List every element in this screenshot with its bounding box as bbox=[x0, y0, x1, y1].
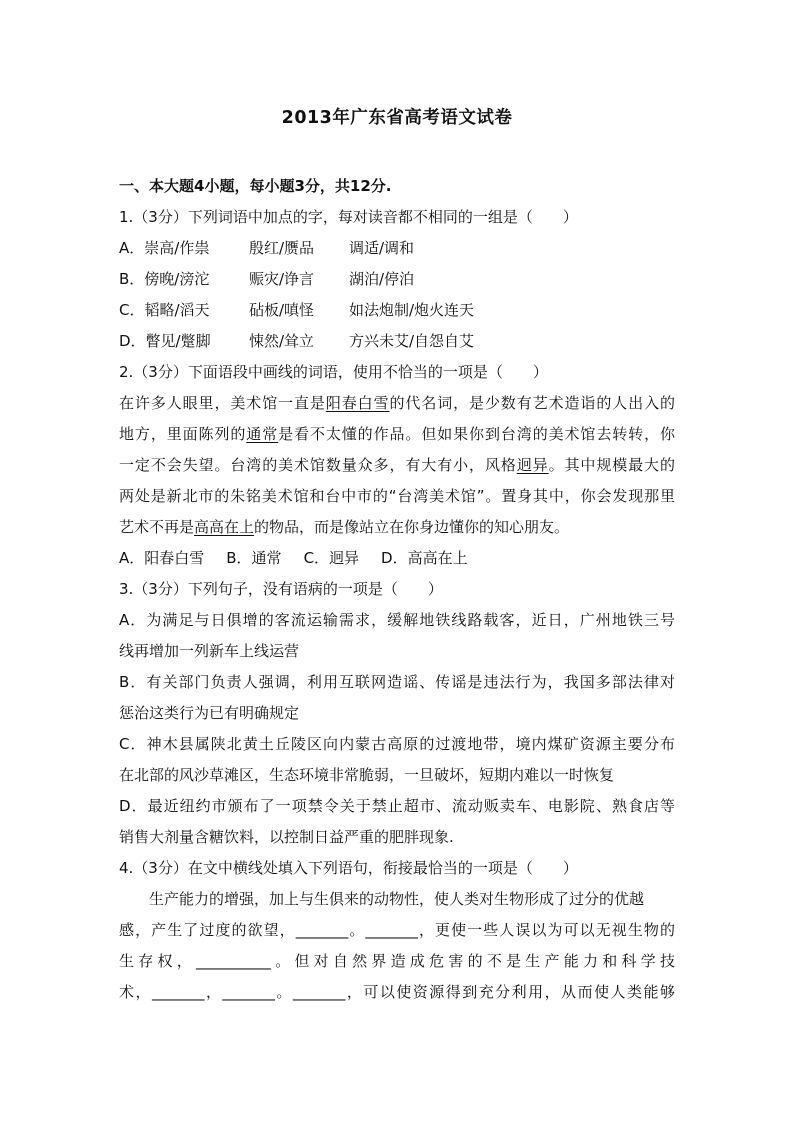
passage-text: 地方，里面陈列的 bbox=[119, 425, 247, 443]
question-3-option-b-cont: 惩治这类行为已有明确规定 bbox=[119, 704, 300, 722]
question-1-option-d bbox=[119, 326, 675, 357]
exam-content bbox=[119, 171, 675, 1008]
passage-text: 在许多人眼里，美术馆一直是 bbox=[119, 394, 326, 412]
option-text: 殷红/赝品 bbox=[249, 239, 315, 257]
passage-text: 的物品，而是像站立在你身边懂你的知心朋友。 bbox=[254, 518, 570, 536]
option-text: 赈灾/诤言 bbox=[249, 270, 315, 288]
question-2-passage-line bbox=[119, 388, 675, 419]
question-2-options bbox=[119, 543, 675, 574]
question-4-passage-line: 生存权，__________。但对自然界造成危害的不是生产能力和科学技 bbox=[119, 952, 675, 970]
section-heading: 一、本大题4小题，每小题3分，共12分. bbox=[119, 177, 392, 195]
option-text: C．韬略/滔天 bbox=[119, 301, 210, 319]
question-4-passage-line: 术，_______，_______。_______，可以使资源得到充分利用，从而使人类能够 bbox=[119, 983, 675, 1001]
passage-text: 的代名词，是少数有艺术造诣的人出入的 bbox=[389, 394, 675, 412]
option-text: 湖泊/停泊 bbox=[349, 270, 415, 288]
page-title: 2013年广东省高考语文试卷 bbox=[281, 108, 513, 128]
question-2-passage-line bbox=[119, 450, 675, 481]
underlined-term: 阳春白雪 bbox=[325, 394, 390, 412]
option-text: 悚然/耸立 bbox=[249, 332, 315, 350]
question-3-option-a-cont: 线再增加一列新车上线运营 bbox=[119, 642, 300, 660]
passage-text: 一定不会失望。台湾的美术馆数量众多，有大有小，风格 bbox=[119, 456, 517, 474]
question-2-passage-line bbox=[119, 419, 675, 450]
option-d: D．高高在上 bbox=[381, 549, 468, 567]
passage-text: 艺术不再是 bbox=[119, 518, 195, 536]
option-text: 方兴未艾/自怨自艾 bbox=[349, 332, 475, 350]
option-text: 砧板/嗔怪 bbox=[249, 301, 315, 319]
question-3-stem: 3.（3分）下列句子，没有语病的一项是（ ） bbox=[119, 580, 443, 598]
option-text: D．瞥见/蹩脚 bbox=[119, 332, 211, 350]
question-3-option-d-cont: 销售大剂量含糖饮料，以控制日益严重的肥胖现象. bbox=[119, 828, 454, 846]
underlined-term: 迥异 bbox=[516, 456, 549, 474]
option-c: C．迥异 bbox=[303, 549, 360, 567]
underlined-term: 高高在上 bbox=[194, 518, 255, 536]
question-2-passage-line bbox=[119, 512, 675, 543]
question-2-passage-line: 两处是新北市的朱铭美术馆和台中市的“台湾美术馆”。置身其中，你会发现那里 bbox=[119, 487, 675, 505]
question-3-option-c-cont: 在北部的风沙草滩区，生态环境非常脆弱，一旦破坏，短期内难以一时恢复 bbox=[119, 766, 615, 784]
question-3-option-d: D．最近纽约市颁布了一项禁令关于禁止超市、流动贩卖车、电影院、熟食店等 bbox=[119, 797, 675, 815]
option-text: A．崇高/作祟 bbox=[119, 239, 210, 257]
question-4-stem: 4.（3分）在文中横线处填入下列语句，衔接最恰当的一项是（ ） bbox=[119, 859, 578, 877]
option-b: B．通常 bbox=[226, 549, 282, 567]
question-4-passage-line: 感，产生了过度的欲望，_______。_______，更使一些人误以为可以无视生物的 bbox=[119, 921, 675, 939]
question-1-option-b bbox=[119, 264, 675, 295]
option-a: A．阳春白雪 bbox=[119, 549, 205, 567]
option-text: 如法炮制/炮火连天 bbox=[349, 301, 475, 319]
passage-text: 。其中规模最大的 bbox=[548, 456, 675, 474]
question-3-option-a: A．为满足与日俱增的客流运输需求，缓解地铁线路载客，近日，广州地铁三号 bbox=[119, 611, 675, 629]
option-text: B．傍晚/滂沱 bbox=[119, 270, 210, 288]
underlined-term: 通常 bbox=[246, 425, 279, 443]
passage-text: 是看不太懂的作品。但如果你到台湾的美术馆去转转，你 bbox=[278, 425, 675, 443]
question-2-stem: 2.（3分）下面语段中画线的词语，使用不恰当的一项是（ ） bbox=[119, 363, 548, 381]
question-3-option-b: B．有关部门负责人强调，利用互联网造谣、传谣是违法行为，我国多部法律对 bbox=[119, 673, 675, 691]
question-3-option-c: C．神木县属陕北黄土丘陵区向内蒙古高原的过渡地带，境内煤矿资源主要分布 bbox=[119, 735, 675, 753]
question-1-option-c bbox=[119, 295, 675, 326]
question-4-passage-line: 生产能力的增强，加上与生俱来的动物性，使人类对生物形成了过分的优越 bbox=[149, 890, 645, 908]
option-text: 调适/调和 bbox=[349, 239, 415, 257]
question-1-stem: 1.（3分）下列词语中加点的字，每对读音都不相同的一组是（ ） bbox=[119, 208, 578, 226]
question-1-option-a bbox=[119, 233, 675, 264]
